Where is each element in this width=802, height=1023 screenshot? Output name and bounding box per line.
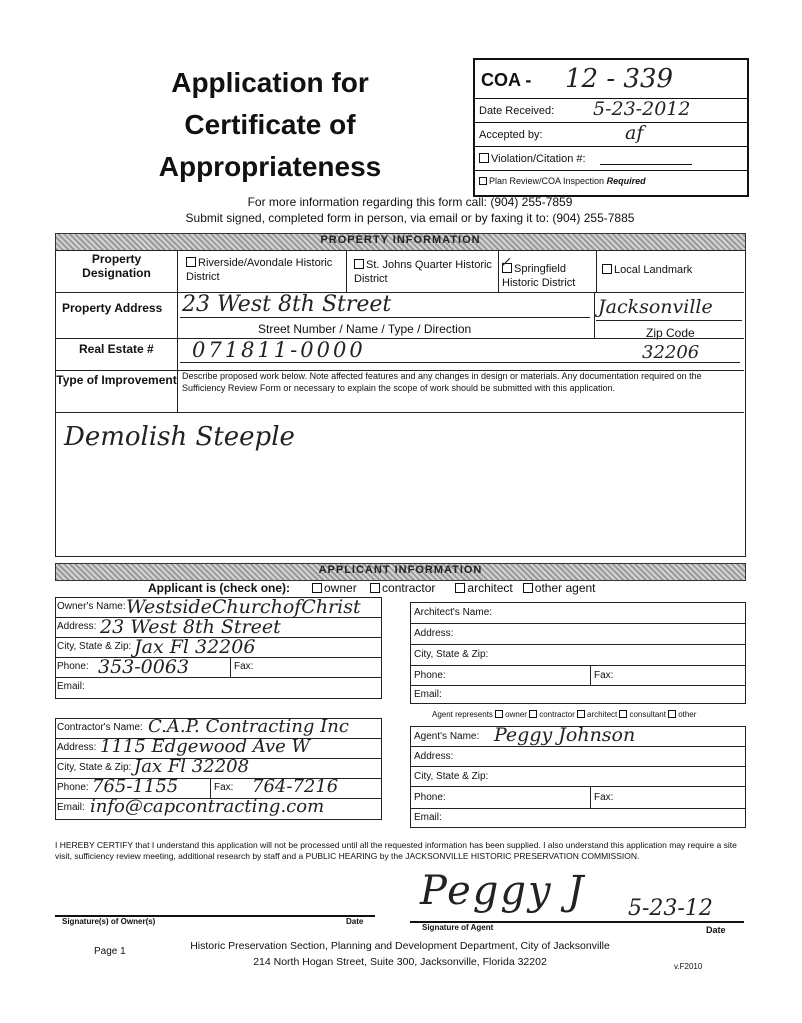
page-number: Page 1: [94, 946, 126, 957]
architect-name-label: Architect's Name:: [414, 607, 493, 618]
contractor-name-value: C.A.P. Contracting Inc: [148, 716, 349, 737]
applicant-architect-option[interactable]: architect: [455, 581, 512, 595]
agent-signature-label: Signature of Agent: [422, 923, 494, 932]
agent-signature-date: 5-23-12: [628, 896, 713, 921]
owner-fax-label: Fax:: [234, 661, 254, 672]
option-local-landmark[interactable]: Local Landmark: [602, 264, 692, 276]
check-mark-icon: ✓: [499, 255, 511, 271]
contact-info: [150, 194, 670, 226]
form-title: [120, 62, 420, 188]
architect-address-label: Address:: [414, 628, 454, 639]
real-estate-value: 071811-0000: [192, 338, 366, 362]
coa-number: 12 - 339: [565, 64, 674, 94]
applicant-band: APPLICANT INFORMATION: [55, 563, 746, 581]
agent-name-label: Agent's Name:: [414, 731, 480, 742]
address-label: Property Address: [62, 301, 163, 315]
rep-consultant-option[interactable]: consultant: [619, 710, 665, 719]
address-caption: Street Number / Name / Type / Direction: [258, 322, 472, 336]
agent-csz-label: City, State & Zip:: [414, 771, 489, 782]
architect-csz-label: City, State & Zip:: [414, 649, 489, 660]
option-riverside[interactable]: Riverside/Avondale Historic District: [186, 257, 333, 283]
agent-date-label: Date: [706, 925, 726, 935]
owner-address-value: 23 West 8th Street: [100, 616, 281, 638]
owner-csz-label: City, State & Zip:: [57, 641, 132, 652]
coa-office-box: [473, 58, 749, 197]
city-value: Jacksonville: [598, 296, 713, 318]
owner-signature-label: Signature(s) of Owner(s): [62, 917, 156, 926]
contractor-address-label: Address:: [57, 742, 97, 753]
violation-label: Violation/Citation #:: [491, 153, 586, 165]
rep-owner-option[interactable]: owner: [495, 710, 527, 719]
agent-fax-label: Fax:: [594, 792, 614, 803]
plan-review-label: Plan Review/COA Inspection: [489, 176, 605, 186]
agent-phone-label: Phone:: [414, 792, 446, 803]
footer-address: Historic Preservation Section, Planning and Development Department, City of Jacksonville 214 North Hogan Street, Suite 300, Jacksonville, Florida 32202: [190, 940, 610, 968]
owner-phone-label: Phone:: [57, 661, 89, 672]
info-line-1: For more information regarding this form call: (904) 255-7859: [247, 195, 573, 209]
contractor-phone-label: Phone:: [57, 782, 89, 793]
rep-contractor-option[interactable]: contractor: [529, 710, 575, 719]
contractor-name-label: Contractor's Name:: [57, 722, 143, 733]
applicant-is-label: Applicant is (check one):: [148, 581, 291, 595]
zip-value: 32206: [642, 342, 700, 363]
architect-fax-label: Fax:: [594, 670, 614, 681]
work-description: Demolish Steeple: [64, 422, 295, 452]
applicant-type-options: [312, 581, 596, 595]
contractor-fax-label: Fax:: [214, 782, 234, 793]
rep-architect-option[interactable]: architect: [577, 710, 617, 719]
date-received-value: 5-23-2012: [593, 98, 691, 120]
contractor-email-value: info@capcontracting.com: [90, 796, 325, 817]
applicant-other-option[interactable]: other agent: [523, 581, 596, 595]
owner-csz-value: Jax Fl 32206: [134, 636, 256, 658]
type-description: Describe proposed work below. Note affected features and any changes in design or materials. Any documentation required on the Sufficiency Review Form or necessary to explain the scope of work should be submitted with this application.: [182, 371, 702, 393]
owner-date-label: Date: [346, 917, 364, 926]
agent-signature-value: Peggy J: [420, 868, 586, 914]
owner-name-value: WestsideChurchofChrist: [126, 596, 361, 618]
zip-caption: Zip Code: [646, 326, 695, 340]
rep-other-option[interactable]: other: [668, 710, 696, 719]
type-of-improvement-label: Type of Improvement: [56, 373, 177, 387]
violation-line: [600, 164, 692, 165]
date-received-label: Date Received:: [479, 105, 555, 117]
property-band: PROPERTY INFORMATION: [55, 233, 746, 251]
title-line-3: Appropriateness: [158, 151, 382, 182]
form-version: v.F2010: [674, 962, 703, 971]
owner-email-label: Email:: [57, 681, 85, 692]
coa-label: COA -: [481, 70, 532, 90]
architect-email-label: Email:: [414, 689, 442, 700]
contractor-address-value: 1115 Edgewood Ave W: [100, 736, 311, 757]
agent-email-label: Email:: [414, 812, 442, 823]
title-line-2: Certificate of: [184, 109, 356, 140]
title-line-1: Application for: [171, 67, 369, 98]
owner-phone-value: 353-0063: [98, 656, 190, 678]
option-springfield[interactable]: ✓ Springfield Historic District: [499, 255, 576, 289]
applicant-contractor-option[interactable]: contractor: [370, 581, 435, 595]
info-line-2: Submit signed, completed form in person, via email or by faxing it to: (904) 255-7885: [185, 211, 635, 225]
plan-review-required: Required: [606, 176, 646, 186]
designation-label: Property Designation: [82, 252, 151, 280]
contractor-fax-value: 764-7216: [252, 776, 339, 797]
agent-name-value: Peggy Johnson: [494, 724, 636, 746]
owner-name-label: Owner's Name:: [57, 601, 126, 612]
agent-address-label: Address:: [414, 751, 454, 762]
certification-text: I HEREBY CERTIFY that I understand this application will not be processed until all the requested information has been supplied. I also understand this application may require a site visit, sufficiency review meeting, additional research by staff and a PUBLIC HEARING by the JACKSONVILLE HISTORIC PRESERVATION COMMISSION.: [55, 840, 737, 861]
real-estate-label: Real Estate #: [79, 342, 154, 356]
contractor-csz-label: City, State & Zip:: [57, 762, 132, 773]
accepted-by-label: Accepted by:: [479, 129, 543, 141]
property-address-value: 23 West 8th Street: [182, 292, 392, 317]
contractor-csz-value: Jax Fl 32208: [134, 756, 250, 777]
agent-represents: Agent represents owner contractor architect consultant other: [432, 710, 697, 719]
contractor-email-label: Email:: [57, 802, 85, 813]
option-st-johns[interactable]: St. Johns Quarter Historic District: [354, 259, 492, 285]
contractor-phone-value: 765-1155: [92, 776, 179, 797]
owner-address-label: Address:: [57, 621, 97, 632]
applicant-owner-option[interactable]: owner: [312, 581, 357, 595]
architect-phone-label: Phone:: [414, 670, 446, 681]
plan-review-checkbox[interactable]: [479, 177, 487, 185]
accepted-by-value: af: [625, 122, 644, 144]
violation-checkbox[interactable]: [479, 153, 489, 163]
